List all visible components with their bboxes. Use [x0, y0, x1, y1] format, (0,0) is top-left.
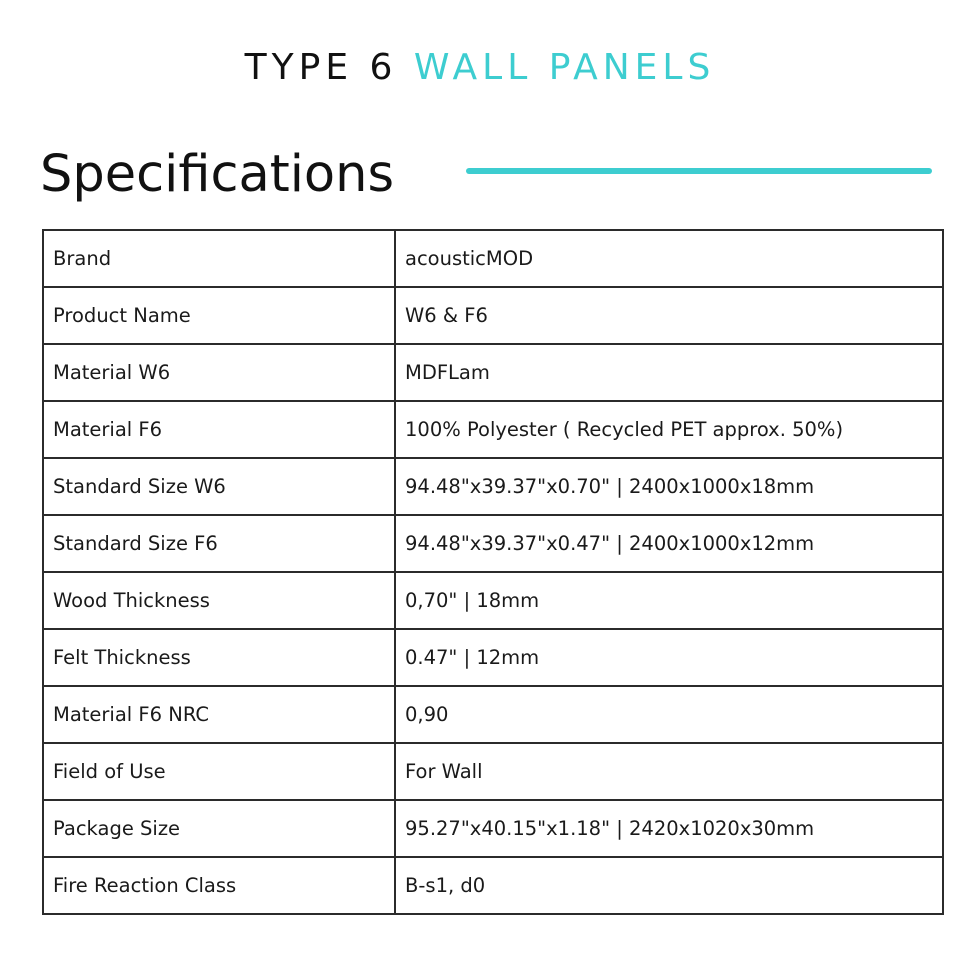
spec-value: MDFLam	[395, 344, 943, 401]
section-heading: Specifications	[40, 145, 395, 204]
table-row	[43, 287, 943, 344]
table-row	[43, 401, 943, 458]
table-row	[43, 629, 943, 686]
spec-label: Field of Use	[43, 743, 395, 800]
table-row	[43, 515, 943, 572]
spec-value: B-s1, d0	[395, 857, 943, 914]
table-row	[43, 572, 943, 629]
table-row	[43, 800, 943, 857]
table-row	[43, 686, 943, 743]
table-row	[43, 857, 943, 914]
spec-label: Standard Size F6	[43, 515, 395, 572]
spec-value: 100% Polyester ( Recycled PET approx. 50%)	[395, 401, 943, 458]
spec-value: 0,90	[395, 686, 943, 743]
table-row	[43, 230, 943, 287]
spec-label: Wood Thickness	[43, 572, 395, 629]
spec-label: Material F6	[43, 401, 395, 458]
spec-label: Brand	[43, 230, 395, 287]
table-row	[43, 344, 943, 401]
spec-label: Fire Reaction Class	[43, 857, 395, 914]
table-row	[43, 743, 943, 800]
spec-value: For Wall	[395, 743, 943, 800]
spec-value: W6 & F6	[395, 287, 943, 344]
spec-label: Material F6 NRC	[43, 686, 395, 743]
spec-value: 95.27"x40.15"x1.18" | 2420x1020x30mm	[395, 800, 943, 857]
spec-label: Product Name	[43, 287, 395, 344]
specifications-table	[42, 229, 944, 915]
spec-value: 94.48"x39.37"x0.70" | 2400x1000x18mm	[395, 458, 943, 515]
title-highlight: WALL PANELS	[413, 47, 716, 88]
spec-label: Package Size	[43, 800, 395, 857]
spec-label: Standard Size W6	[43, 458, 395, 515]
spec-value: 94.48"x39.37"x0.47" | 2400x1000x12mm	[395, 515, 943, 572]
spec-label: Material W6	[43, 344, 395, 401]
spec-label: Felt Thickness	[43, 629, 395, 686]
page-title	[0, 46, 960, 90]
spec-value: acousticMOD	[395, 230, 943, 287]
spec-value: 0.47" | 12mm	[395, 629, 943, 686]
accent-divider	[466, 168, 932, 174]
title-prefix: TYPE 6	[244, 47, 398, 88]
table-row	[43, 458, 943, 515]
spec-value: 0,70" | 18mm	[395, 572, 943, 629]
